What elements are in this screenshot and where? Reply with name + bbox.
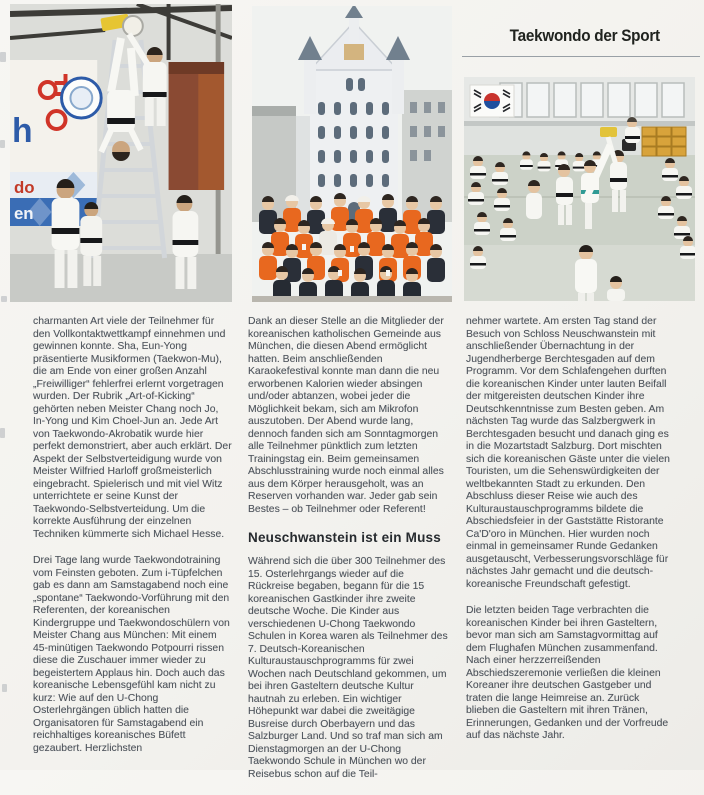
section-title: Taekwondo der Sport [509, 26, 660, 45]
scan-artifact [0, 428, 5, 438]
scan-artifact [1, 296, 7, 302]
paragraph: charmanten Art viele der Teilnehmer für den Vollkontaktwettkampf einnehmen und gewinnen konnte. Sha, Eun-Yong präsentierte Musikformen (Taekwon-Mu), die am Ende von einer großen Anzahl „Freiwilliger“ fehlerfrei erlernt vorgetragen wurden. Der Rubrik „Art-of-Kicking“ gehörten neben Meister Chang noch Jo, In-Yong und Kim Choel-Jun an. Jede Art von Taekwondo-Akrobatik wurde hier perfekt demonstriert, aber auch erklärt. Der Aspekt der Selbstverteidigung wurde von Meister Wilfried Harloff großmeisterlich eingebracht. Spielerisch und mit viel Witz unterrichtete er seine Kunst der Taekwondo-Selbstverteidung. Um die korrekte Ausführung der einzelnen Techniken kümmerte sich Michael Hesse. [33, 316, 232, 540]
event-banner [10, 60, 101, 172]
pavement [252, 296, 452, 302]
photo-dojang-training [464, 77, 695, 301]
article-column-1 [33, 316, 232, 769]
paragraph: Dank an dieser Stelle an die Mitglieder der koreanischen katholischen Gemeinde aus München, die diesen Abend ermöglicht hatten. Beim anschließenden Karaokefestival konnte man dann die neu erworbenen Kalorien wieder absingen und/oder abtanzen, wobei jeder die Möglichkeit bekam, sich am Mikrofon auszutoben. Der Abend wurde lang, dennoch fanden sich am Sonntagmorgen alle Teilnehmer pünktlich zum letzten Trainingstag ein. Beim gemeinsamen Abschlusstraining wurde noch einmal alles aus dem Körper herausgeholt, was an Reserven vorhanden war. Jeder gab sein Bestes – ob Teilnehmer oder Referent! [248, 316, 444, 515]
gym-floor [10, 254, 232, 302]
paragraph: Während sich die über 300 Teilnehmer des 15. Osterlehrgangs wieder auf die Rückreise begaben, begann für die 15 koreanischen Gastkinder ihre zweite deutsche Woche. Die Kinder aus verschiedenen U-Chong Taekwondo Schulen in Korea waren als Teilnehmer des 7. Deutsch-Koreanischen Kulturaustauschprogramms für zwei Wochen nach Deutschland gekommen, um bei ihren Gasteltern deutsche Kultur hautnah zu erleben. Ein wichtiger Höhepunkt war dabei die zweitägige Busreise durch Oberbayern und das Salzburger Land. Und so traf man sich am Dienstagmorgen an der U-Chong Taekwondo Schule in München wo der Reisebus schon auf die Teil- [248, 556, 448, 780]
crate-stack [642, 127, 686, 156]
subheading-neuschwanstein: Neuschwanstein ist ein Muss [248, 530, 441, 545]
banner-letter-do: do [13, 177, 35, 198]
banner-letter-h: h [11, 111, 33, 151]
paragraph: Die letzten beiden Tage verbrachten die koreanischen Kinder bei ihren Gasteltern, bevor man sich am Samstagvormittag auf dem Flughafen München zusammenfand. Nach einer herzzerreißenden Abschiedszeremonie verließen die kleinen Koreaner ihre deutschen Gastgeber und traten die lange Heimreise an. Zurück blieben die Gasteltern mit ihren Tränen, Erinnerungen, Gedanken und der Vorfreude auf das nächste Jahr. [466, 605, 669, 741]
paragraph: nehmer wartete. Am ersten Tag stand der Besuch von Schloss Neuschwanstein mit anschließender Übernachtung in der Jugendherberge Berchtesgaden auf dem Programm. Vor dem Schlafengehen durften die koreanischen Kinder unter lauten Beifall der mitgereisten deutschen Kinder ihre Deutschkenntnisse zum Besten geben. Am nächsten Tag wurde das Salzbergwerk in Berchtesgaden besucht und danach ging es in die Mozartstadt Salzburg. Dort mischten sich die koreanischen Gäste unter die vielen Touristen, um die Sehenswürdigkeiten der weltbekannten Stadt zu erkunden. Den Abschluss dieser Reise wie auch des Kulturaustauschprogramms bildete die Abschiedsfeier in der Gaststätte Ristorante Ca'D'oro in München. Hier wurden noch einmal in gemeinsamer Runde Gedanken ausgetauscht, Verbesserungsvorschläge für nächstes Jahr gemacht und die deutsch-koreanische Freundschaft gefestigt. [466, 316, 670, 590]
photo-board-break-demo [10, 4, 232, 302]
podium [169, 62, 225, 190]
wtf-logo-icon [62, 78, 102, 118]
korean-flag-icon [470, 85, 514, 117]
article-column-3 [466, 316, 670, 757]
scan-artifact [0, 52, 6, 62]
banner-letter-en: en [13, 203, 34, 224]
scan-artifact [0, 140, 5, 148]
paragraph: Drei Tage lang wurde Taekwondotraining vom Feinsten geboten. Zum i-Tüpfelchen gab es dann am Samstagabend noch eine „spontane“ Taekwondo-Vorführung mit den Referenten, der koreanischen Kindergruppe und Taekwondoschülern von Meister Chang aus München: Mit einem 45-minütigen Taekwondo Potpourri rissen diese die Zuschauer immer wieder zu begeistertem Applaus hin. Doch auch das koreanische Lebensgefühl kam nicht zu kurz: Wie auf den U-Chong Osterlehrgängen üblich hatten die Organisatoren für Samstagabend ein reichhaltiges koreanisches Büfett gezaubert. Herzlichsten [33, 555, 230, 754]
header-rule [462, 56, 700, 57]
scan-artifact [2, 684, 7, 692]
photo-group-neuschwanstein [252, 6, 452, 302]
article-column-2 [248, 316, 452, 795]
